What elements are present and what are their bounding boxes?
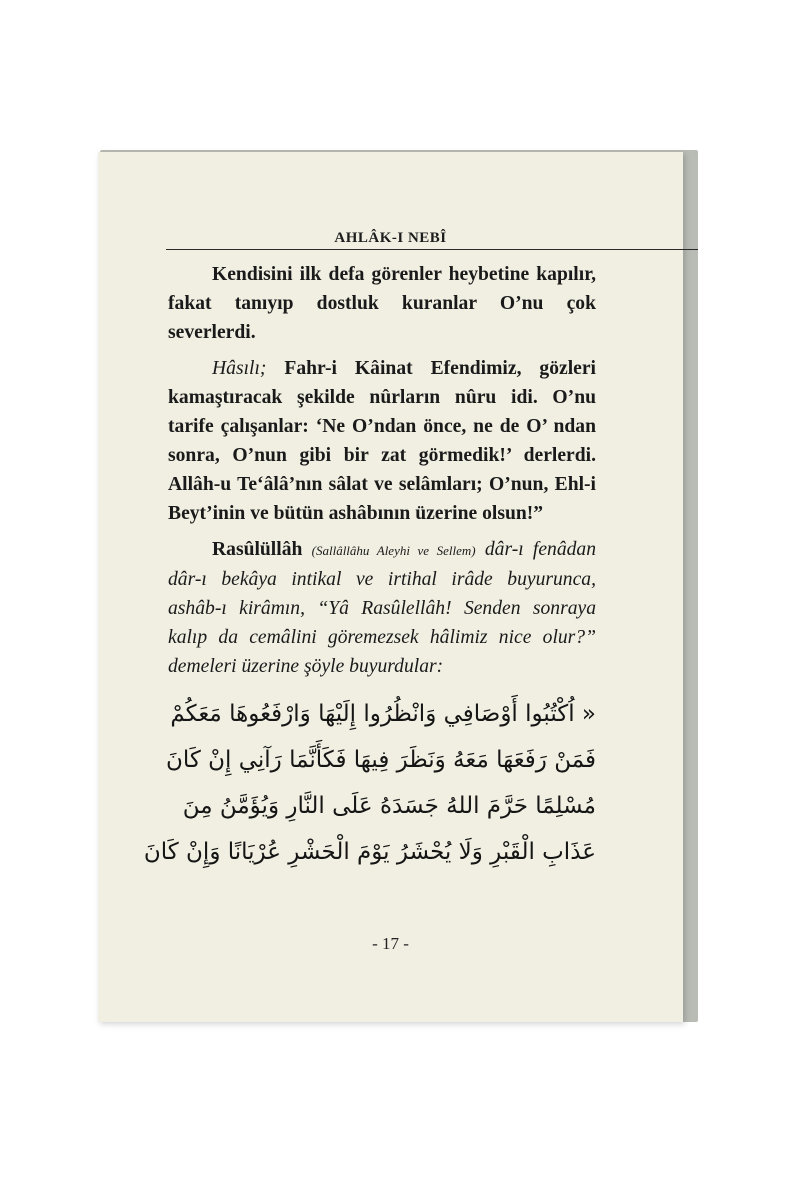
running-header: AHLÂK-I NEBÎ [334, 230, 447, 246]
arabic-line-1: « اُكْتُبُوا أَوْصَافِي وَانْظُرُوا إِلَيْهَا وَارْفَعُوهَا مَعَكُمْ [170, 701, 596, 727]
paragraph-3-salutation: (Sallâllâhu Aleyhi ve Sellem) [311, 543, 476, 558]
book-page [98, 152, 683, 1022]
paragraph-2-lead: Hâsılı; [212, 358, 267, 379]
arabic-line-3: مُسْلِمًا حَرَّمَ اللهُ جَسَدَهُ عَلَى النَّارِ وَيُؤَمَّنُ مِنَ [182, 793, 596, 819]
page-number: - 17 - [372, 934, 409, 953]
arabic-hadith [143, 691, 596, 875]
paragraph-1: Kendisini ilk defa görenler heybetine kapılır, fakat tanıyıp dostluk kuranlar O’nu çok severlerdi. [168, 264, 596, 343]
arabic-line-2: فَمَنْ رَفَعَهَا مَعَهُ وَنَظَرَ فِيهَا فَكَأَنَّمَا رَآنِي إِنْ كَانَ [165, 747, 596, 773]
header-rule [166, 249, 698, 250]
paragraph-3-text: dâr-ı fenâdan dâr-ı bekâya intikal ve irtihal irâde buyurunca, ashâb-ı kirâmın, “Yâ Rasûlellâh! Senden sonraya kalıp da cemâlini göremezsek hâlimiz nice olur?” demeleri üzerine şöyle buyurdular: [168, 539, 597, 677]
paragraph-3-name: Rasûlüllâh [212, 539, 303, 560]
paragraph-2 [168, 354, 596, 528]
paragraph-2-text: Fahr-i Kâinat Efendimiz, gözleri kamaştıracak şekilde nûrların nûru idi. O’nu tarife çalışanlar: ‘Ne O’ndan önce, ne de O’ ndan sonra, O’nun gibi bir zat görmedik!’ derlerdi. Allâh-u Te‘âlâ’nın sâlat ve selâmları; O’nun, Ehl-i Beyt’inin ve bütün ashâbının üzerine olsun!” [168, 358, 596, 524]
page-body [143, 260, 597, 875]
paragraph-3 [168, 535, 596, 681]
arabic-line-4: عَذَابِ الْقَبْرِ وَلَا يُحْشَرُ يَوْمَ الْحَشْرِ عُرْيَانًا وَإِنْ كَانَ [143, 839, 596, 865]
